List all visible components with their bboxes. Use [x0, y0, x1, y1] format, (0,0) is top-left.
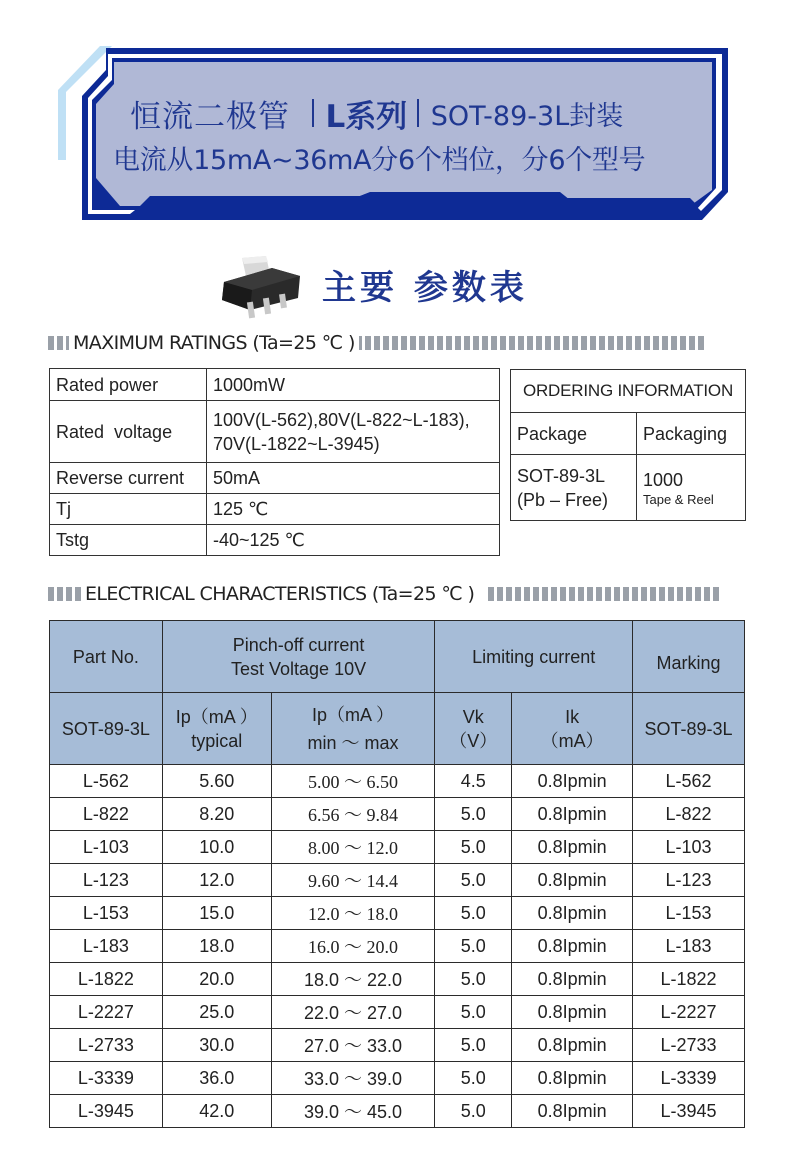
- part-no: L-2733: [50, 1029, 163, 1062]
- bar-decoration: [359, 336, 704, 350]
- table-row: [50, 930, 745, 963]
- marking: L-822: [633, 798, 745, 831]
- header-row: [50, 621, 745, 693]
- marking: L-2733: [633, 1029, 745, 1062]
- ip-typical: 36.0: [162, 1062, 271, 1095]
- part-no: L-3339: [50, 1062, 163, 1095]
- rating-value: [207, 401, 500, 463]
- ip-typical: 30.0: [162, 1029, 271, 1062]
- rating-key: Reverse current: [50, 463, 207, 494]
- table-row: [50, 494, 500, 525]
- part-no: L-103: [50, 831, 163, 864]
- packaging-type: Tape & Reel: [643, 491, 714, 507]
- ip-range: 6.56 ～ 9.84: [271, 798, 435, 831]
- ip-typical: 18.0: [162, 930, 271, 963]
- vk: 5.0: [435, 1062, 512, 1095]
- ip-range: 33.0 ～ 39.0: [271, 1062, 435, 1095]
- header-ip-range: [271, 693, 435, 765]
- table-row: [50, 897, 745, 930]
- banner-title-row: [130, 88, 690, 138]
- vk: 5.0: [435, 831, 512, 864]
- ik: 0.8Ipmin: [512, 1062, 633, 1095]
- ik: 0.8Ipmin: [512, 798, 633, 831]
- header-pinch-off: [162, 621, 435, 693]
- rating-key: Tstg: [50, 525, 207, 556]
- rating-key: Rated power: [50, 369, 207, 401]
- vk: 5.0: [435, 897, 512, 930]
- ordering-heading: ORDERING INFORMATION: [511, 370, 746, 413]
- ip-range: 18.0 ～ 22.0: [271, 963, 435, 996]
- marking: L-123: [633, 864, 745, 897]
- part-no: L-562: [50, 765, 163, 798]
- vk: 5.0: [435, 996, 512, 1029]
- marking: L-103: [633, 831, 745, 864]
- ip-typical: 42.0: [162, 1095, 271, 1128]
- rating-value: -40~125 ℃: [207, 525, 500, 556]
- ip-range: 12.0 ～ 18.0: [271, 897, 435, 930]
- header-ik: [512, 693, 633, 765]
- table-row: [50, 1095, 745, 1128]
- rating-key: Tj: [50, 494, 207, 525]
- table-row: [50, 1029, 745, 1062]
- packaging-cell: [637, 455, 746, 521]
- ip-range: 27.0 ～ 33.0: [271, 1029, 435, 1062]
- divider: [312, 99, 314, 127]
- divider: [417, 99, 419, 127]
- table-row: [50, 831, 745, 864]
- marking: L-2227: [633, 996, 745, 1029]
- ik: 0.8Ipmin: [512, 1029, 633, 1062]
- header-line: Test Voltage 10V: [231, 658, 367, 679]
- rating-value-line: 100V(L-562),80V(L-822~L-183),: [213, 409, 470, 430]
- product-type: 恒流二极管: [130, 98, 290, 135]
- ik: 0.8Ipmin: [512, 930, 633, 963]
- ip-typical: 5.60: [162, 765, 271, 798]
- header-ip-typical: [162, 693, 271, 765]
- marking: L-3945: [633, 1095, 745, 1128]
- marking: L-1822: [633, 963, 745, 996]
- part-no: L-123: [50, 864, 163, 897]
- header-line: Ip（mA ）: [175, 706, 258, 727]
- header-vk: [435, 693, 512, 765]
- ip-typical: 25.0: [162, 996, 271, 1029]
- vk: 5.0: [435, 798, 512, 831]
- header-marking-package: SOT-89-3L: [633, 693, 745, 765]
- column-header-package: Package: [511, 413, 637, 455]
- header-marking: Marking: [633, 621, 745, 693]
- electrical-characteristics-table: [49, 620, 745, 1128]
- part-no: L-1822: [50, 963, 163, 996]
- packaging-qty: 1000: [643, 469, 684, 490]
- table-row: [50, 525, 500, 556]
- vk: 5.0: [435, 930, 512, 963]
- header-line: （mA）: [540, 730, 604, 751]
- header-line: Pinch-off current: [232, 634, 365, 655]
- section-title: 主要 参数表: [322, 268, 528, 308]
- table-row: [50, 996, 745, 1029]
- table-row: [50, 798, 745, 831]
- rating-value: 125 ℃: [207, 494, 500, 525]
- ordering-info-table: [510, 369, 746, 521]
- ip-typical: 8.20: [162, 798, 271, 831]
- header-package: SOT-89-3L: [50, 693, 163, 765]
- bar-decoration: [48, 336, 69, 350]
- vk: 5.0: [435, 1029, 512, 1062]
- ip-range: 8.00 ～ 12.0: [271, 831, 435, 864]
- part-no: L-2227: [50, 996, 163, 1029]
- rating-value: 50mA: [207, 463, 500, 494]
- vk: 5.0: [435, 864, 512, 897]
- electrical-heading: [48, 581, 748, 607]
- header-line: （V）: [449, 730, 498, 751]
- banner-subtitle: 电流从15mA~36mA分6个档位，分6个型号: [113, 145, 646, 176]
- vk: 5.0: [435, 963, 512, 996]
- ik: 0.8Ipmin: [512, 996, 633, 1029]
- package-note: (Pb – Free): [517, 489, 609, 510]
- ip-range: 39.0 ～ 45.0: [271, 1095, 435, 1128]
- part-no: L-822: [50, 798, 163, 831]
- table-row: [50, 463, 500, 494]
- part-no: L-3945: [50, 1095, 163, 1128]
- ip-range: 9.60 ～ 14.4: [271, 864, 435, 897]
- header-line: typical: [191, 730, 243, 751]
- part-no: L-183: [50, 930, 163, 963]
- bar-decoration: [48, 587, 81, 601]
- max-ratings-heading: [48, 330, 748, 356]
- part-no: L-153: [50, 897, 163, 930]
- header-part-no: Part No.: [50, 621, 163, 693]
- ip-typical: 12.0: [162, 864, 271, 897]
- table-row: [511, 370, 746, 413]
- ip-typical: 10.0: [162, 831, 271, 864]
- vk: 4.5: [435, 765, 512, 798]
- ik: 0.8Ipmin: [512, 765, 633, 798]
- header-line: Vk: [462, 706, 484, 727]
- marking: L-183: [633, 930, 745, 963]
- header-limiting-current: Limiting current: [435, 621, 633, 693]
- header-line: Ik: [565, 706, 580, 727]
- package-name: SOT-89-3L封装: [430, 100, 624, 132]
- column-header-packaging: Packaging: [637, 413, 746, 455]
- header-line: min ～ max: [307, 732, 399, 753]
- rating-value: 1000mW: [207, 369, 500, 401]
- ik: 0.8Ipmin: [512, 864, 633, 897]
- max-ratings-table: [49, 368, 500, 556]
- ik: 0.8Ipmin: [512, 963, 633, 996]
- ip-range: 22.0 ～ 27.0: [271, 996, 435, 1029]
- table-row: [50, 864, 745, 897]
- sot-89-chip-icon: [218, 254, 304, 322]
- ip-range: 5.00 ～ 6.50: [271, 765, 435, 798]
- vk: 5.0: [435, 1095, 512, 1128]
- table-row: [50, 401, 500, 463]
- header-line: Ip（mA ）: [311, 704, 394, 725]
- ip-typical: 15.0: [162, 897, 271, 930]
- table-row: [50, 1062, 745, 1095]
- ik: 0.8Ipmin: [512, 897, 633, 930]
- rating-value-line: 70V(L-1822~L-3945): [213, 433, 380, 454]
- table-row: [50, 765, 745, 798]
- bar-decoration: [488, 587, 719, 601]
- package-cell: [511, 455, 637, 521]
- marking: L-153: [633, 897, 745, 930]
- rating-key: Rated voltage: [50, 401, 207, 463]
- table-row: [50, 369, 500, 401]
- ip-typical: 20.0: [162, 963, 271, 996]
- table-row: [511, 413, 746, 455]
- electrical-title: ELECTRICAL CHARACTERISTICS (Ta=25 ℃ ): [85, 583, 475, 605]
- title-banner: [0, 0, 790, 240]
- ip-range: 16.0 ～ 20.0: [271, 930, 435, 963]
- max-ratings-title: MAXIMUM RATINGS (Ta=25 ℃ ): [73, 332, 355, 354]
- marking: L-562: [633, 765, 745, 798]
- table-row: [50, 963, 745, 996]
- header-row: [50, 693, 745, 765]
- ik: 0.8Ipmin: [512, 831, 633, 864]
- package-name: SOT-89-3L: [517, 465, 606, 486]
- marking: L-3339: [633, 1062, 745, 1095]
- ik: 0.8Ipmin: [512, 1095, 633, 1128]
- series-name: L系列: [325, 98, 408, 135]
- table-row: [511, 455, 746, 521]
